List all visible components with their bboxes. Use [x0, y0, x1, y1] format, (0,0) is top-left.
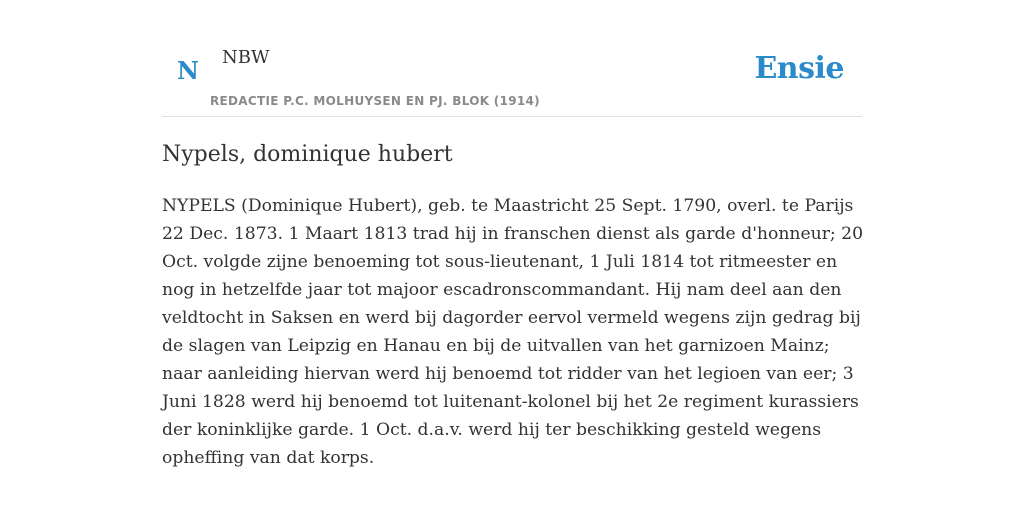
source-subtitle: REDACTIE P.C. MOLHUYSEN EN PJ. BLOK (1914) — [210, 94, 540, 108]
entry-body: NYPELS (Dominique Hubert), geb. te Maastricht 25 Sept. 1790, overl. te Parijs 22 Dec. 1873. 1 Maart 1813 trad hij in franschen dienst als garde d'honneur; 20 Oct. volgde zijne benoeming tot sous-lieutenant, 1 Juli 1814 tot ritmeester en nog in hetzelfde jaar tot majoor escadronscommandant. Hij nam deel aan den veldtocht in Saksen en werd bij dagorder eervol vermeld wegens zijn gedrag bij de slagen van Leipzig en Hanau en bij de uitvallen van het garnizoen Mainz; naar aanleiding hiervan werd hij benoemd tot ridder van het legioen van eer; 3 Juni 1828 werd hij benoemd tot luitenant-kolonel bij het 2e regiment kurassiers der koninklijke garde. 1 Oct. d.a.v. werd hij ter beschikking gesteld wegens opheffing van dat korps. — [162, 196, 864, 468]
source-header — [162, 0, 862, 117]
entry-title: Nypels, dominique hubert — [162, 142, 453, 167]
brand-logo-link[interactable]: Ensie — [754, 51, 844, 86]
source-title[interactable]: NBW — [222, 47, 270, 68]
source-logo[interactable]: N — [177, 56, 199, 85]
